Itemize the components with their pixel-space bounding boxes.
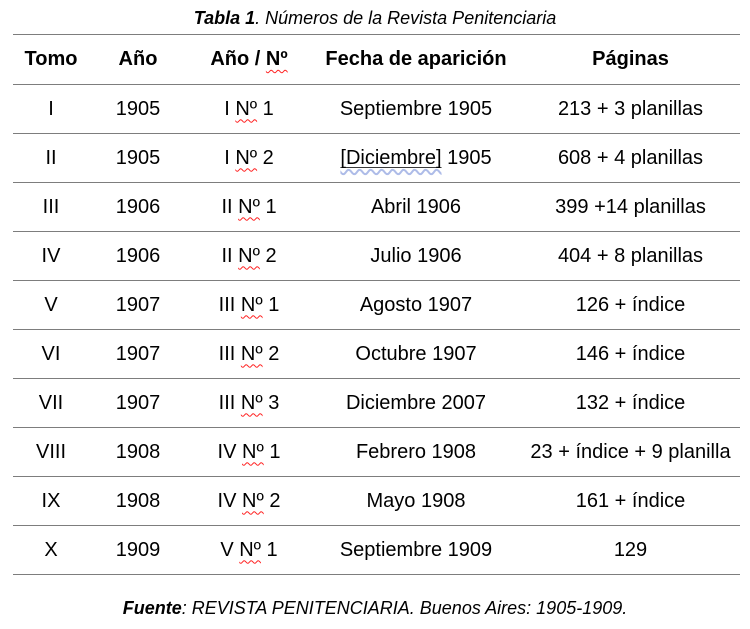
issue-year: I bbox=[224, 146, 230, 169]
cell-fecha: Agosto 1907 bbox=[359, 293, 473, 316]
cell-tomo: III bbox=[42, 195, 60, 218]
table-row bbox=[13, 134, 740, 183]
col-header-paginas: Páginas bbox=[592, 48, 669, 70]
issue-number: 2 bbox=[262, 146, 274, 169]
issue-number: 2 bbox=[265, 244, 277, 267]
col-header-fecha: Fecha de aparición bbox=[325, 48, 507, 70]
cell-ano-no bbox=[187, 281, 311, 330]
issue-no-label: Nº bbox=[240, 342, 263, 365]
table-source-note bbox=[0, 597, 750, 619]
cell-tomo: VIII bbox=[35, 440, 66, 463]
cell-fecha: Abril 1906 bbox=[370, 195, 462, 218]
issue-year: II bbox=[221, 195, 233, 218]
cell-tomo: V bbox=[44, 293, 58, 316]
issue-no-label: Nº bbox=[242, 440, 264, 463]
table-caption bbox=[0, 0, 750, 29]
cell-fecha bbox=[311, 134, 521, 183]
grammar-check-underline bbox=[340, 147, 441, 169]
cell-ano-no bbox=[187, 428, 311, 477]
issue-year: III bbox=[218, 293, 236, 316]
issue-year: III bbox=[218, 342, 236, 365]
cell-paginas: 23 + índice + 9 planilla bbox=[530, 440, 731, 463]
table-row bbox=[13, 428, 740, 477]
cell-ano: 1909 bbox=[115, 538, 161, 561]
col-header-ano-no-prefix: Año / bbox=[210, 48, 261, 70]
cell-tomo: X bbox=[44, 538, 58, 561]
revista-table bbox=[13, 34, 740, 575]
issue-number: 2 bbox=[268, 342, 280, 365]
cell-ano: 1905 bbox=[115, 146, 161, 169]
col-header-tomo: Tomo bbox=[24, 48, 78, 70]
cell-ano-no bbox=[187, 232, 311, 281]
table-row bbox=[13, 232, 740, 281]
issue-year: V bbox=[220, 538, 234, 561]
cell-paginas: 146 + índice bbox=[575, 342, 686, 365]
issue-no-label: Nº bbox=[242, 489, 264, 512]
bracketed-word: [Diciembre] bbox=[340, 146, 442, 169]
issue-number: 1 bbox=[265, 195, 277, 218]
issue-year: II bbox=[221, 244, 233, 267]
cell-tomo: I bbox=[48, 97, 54, 120]
cell-tomo: VI bbox=[41, 342, 61, 365]
col-header-ano-no bbox=[187, 35, 311, 85]
cell-ano-no bbox=[187, 477, 311, 526]
cell-ano: 1906 bbox=[115, 195, 161, 218]
cell-paginas: 608 + 4 planillas bbox=[557, 146, 704, 169]
cell-tomo: VII bbox=[38, 391, 64, 414]
cell-ano: 1905 bbox=[115, 97, 161, 120]
cell-paginas: 161 + índice bbox=[575, 489, 686, 512]
issue-no-label: Nº bbox=[240, 391, 263, 414]
table-row bbox=[13, 85, 740, 134]
cell-fecha: Septiembre 1905 bbox=[339, 97, 493, 120]
issue-no-label: Nº bbox=[238, 244, 260, 267]
issue-number: 1 bbox=[268, 293, 280, 316]
issue-year: IV bbox=[217, 489, 237, 512]
issue-number: 1 bbox=[266, 538, 278, 561]
cell-tomo: IV bbox=[41, 244, 61, 267]
cell-ano-no bbox=[187, 183, 311, 232]
cell-ano: 1908 bbox=[115, 440, 161, 463]
issue-no-label: Nº bbox=[235, 146, 258, 169]
cell-ano-no bbox=[187, 85, 311, 134]
fecha-year: 1905 bbox=[441, 146, 492, 169]
issue-no-label: Nº bbox=[235, 97, 258, 120]
cell-ano-no bbox=[187, 330, 311, 379]
cell-fecha: Febrero 1908 bbox=[355, 440, 477, 463]
cell-ano-no bbox=[187, 134, 311, 183]
issue-year: I bbox=[224, 97, 230, 120]
table-caption-text: . Números de la Revista Penitenciaria bbox=[255, 8, 557, 28]
cell-paginas: 399 +14 planillas bbox=[555, 195, 706, 218]
issue-year: III bbox=[218, 391, 236, 414]
cell-tomo: II bbox=[45, 146, 57, 169]
cell-fecha: Diciembre 2007 bbox=[345, 391, 487, 414]
issue-number: 3 bbox=[268, 391, 280, 414]
table-row bbox=[13, 330, 740, 379]
cell-ano: 1907 bbox=[115, 391, 161, 414]
cell-ano: 1906 bbox=[115, 244, 161, 267]
cell-ano: 1907 bbox=[115, 293, 161, 316]
cell-ano-no bbox=[187, 379, 311, 428]
cell-ano-no bbox=[187, 526, 311, 575]
issue-no-label: Nº bbox=[239, 538, 261, 561]
cell-paginas: 404 + 8 planillas bbox=[557, 244, 704, 267]
cell-tomo: IX bbox=[41, 489, 61, 512]
issue-number: 1 bbox=[269, 440, 281, 463]
table-row bbox=[13, 281, 740, 330]
issue-year: IV bbox=[217, 440, 237, 463]
source-note-text: : REVISTA PENITENCIARIA. Buenos Aires: 1905-1909. bbox=[181, 598, 628, 618]
issue-number: 1 bbox=[262, 97, 274, 120]
cell-paginas: 129 bbox=[613, 538, 648, 561]
table-row bbox=[13, 526, 740, 575]
cell-fecha: Septiembre 1909 bbox=[339, 538, 493, 561]
cell-paginas: 213 + 3 planillas bbox=[557, 97, 704, 120]
source-note-label: Fuente bbox=[122, 598, 182, 618]
table-row bbox=[13, 183, 740, 232]
cell-ano: 1908 bbox=[115, 489, 161, 512]
issue-no-label: Nº bbox=[240, 293, 263, 316]
issue-number: 2 bbox=[269, 489, 281, 512]
table-header-row bbox=[13, 35, 740, 85]
cell-fecha: Octubre 1907 bbox=[355, 342, 477, 365]
table-row bbox=[13, 379, 740, 428]
cell-ano: 1907 bbox=[115, 342, 161, 365]
col-header-no-label: Nº bbox=[265, 48, 288, 70]
cell-fecha: Mayo 1908 bbox=[366, 489, 466, 512]
cell-fecha: Julio 1906 bbox=[370, 244, 462, 267]
cell-paginas: 132 + índice bbox=[575, 391, 686, 414]
table-caption-number: Tabla 1 bbox=[193, 8, 256, 28]
table-row bbox=[13, 477, 740, 526]
cell-paginas: 126 + índice bbox=[575, 293, 686, 316]
issue-no-label: Nº bbox=[238, 195, 260, 218]
col-header-ano: Año bbox=[118, 48, 158, 70]
